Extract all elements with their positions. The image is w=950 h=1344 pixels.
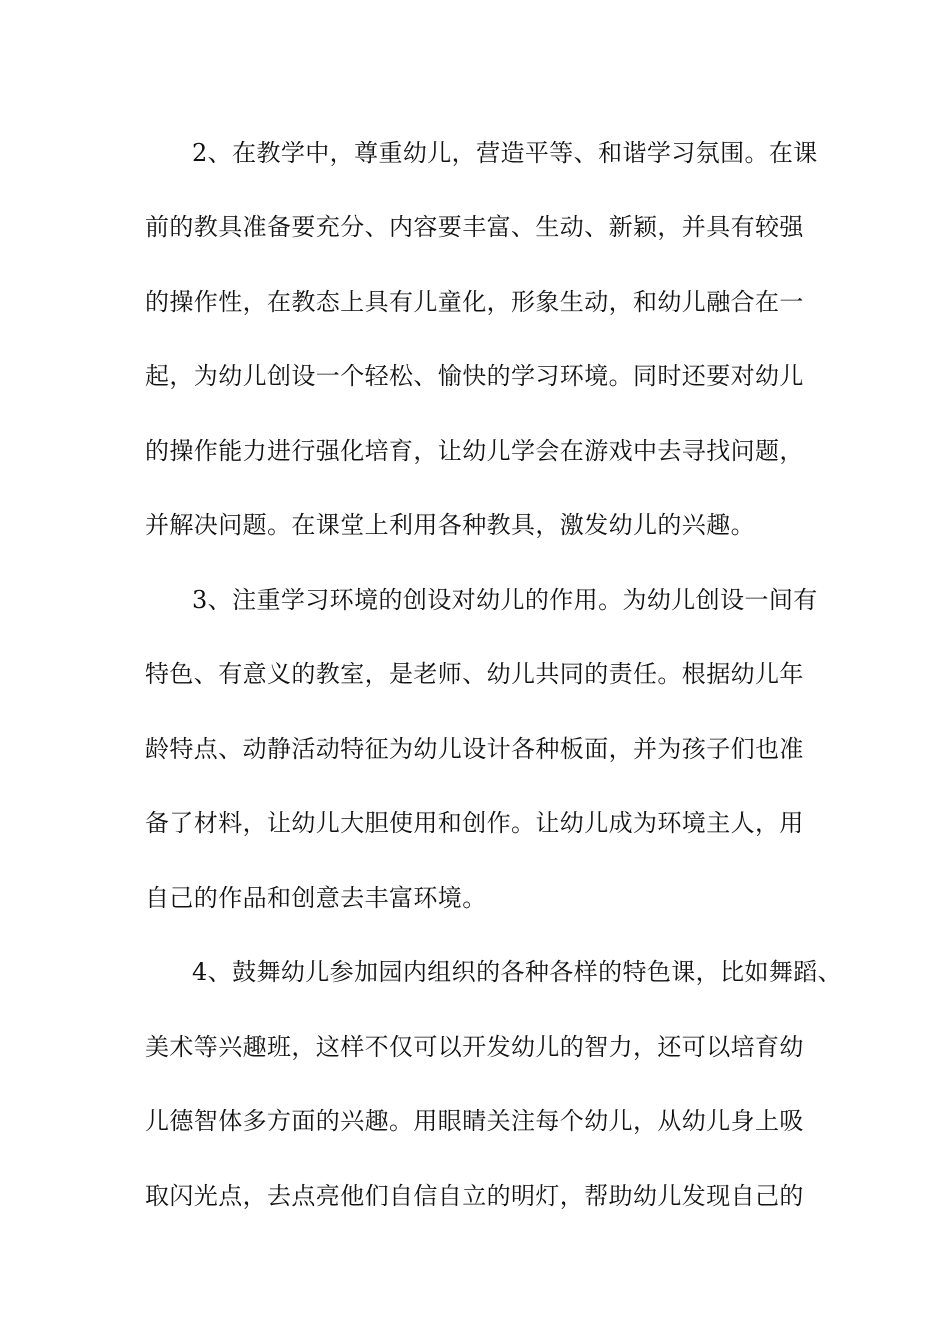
paragraph-4-line-4: 取闪光点，去点亮他们自信自立的明灯，帮助幼儿发现自己的: [145, 1182, 804, 1210]
paragraph-3-line-1: 3、注重学习环境的创设对幼儿的作用。为幼儿创设一间有: [192, 586, 818, 614]
paragraph-2-line-1: 2、在教学中，尊重幼儿，营造平等、和谐学习氛围。在课: [192, 139, 818, 167]
paragraph-3-line-2: 特色、有意义的教室，是老师、幼儿共同的责任。根据幼儿年: [145, 660, 804, 688]
paragraph-4-line-1: 4、鼓舞幼儿参加园内组织的各种各样的特色课，比如舞蹈、: [192, 958, 843, 986]
paragraph-2-line-3: 的操作性，在教态上具有儿童化，形象生动，和幼儿融合在一: [145, 288, 804, 316]
paragraph-2-line-2: 前的教具准备要充分、内容要丰富、生动、新颖，并具有较强: [145, 213, 804, 241]
paragraph-3-line-4: 备了材料，让幼儿大胆使用和创作。让幼儿成为环境主人，用: [145, 809, 804, 837]
paragraph-3-line-3: 龄特点、动静活动特征为幼儿设计各种板面，并为孩子们也准: [145, 735, 804, 763]
paragraph-4-line-2: 美术等兴趣班，这样不仅可以开发幼儿的智力，还可以培育幼: [145, 1033, 804, 1061]
paragraph-2-line-6: 并解决问题。在课堂上利用各种教具，激发幼儿的兴趣。: [145, 511, 755, 539]
paragraph-2-line-5: 的操作能力进行强化培育，让幼儿学会在游戏中去寻找问题，: [145, 437, 804, 465]
paragraph-2-line-4: 起，为幼儿创设一个轻松、愉快的学习环境。同时还要对幼儿: [145, 362, 804, 390]
paragraph-3-line-5: 自己的作品和创意去丰富环境。: [145, 884, 487, 912]
paragraph-4-line-3: 儿德智体多方面的兴趣。用眼睛关注每个幼儿，从幼儿身上吸: [145, 1107, 804, 1135]
